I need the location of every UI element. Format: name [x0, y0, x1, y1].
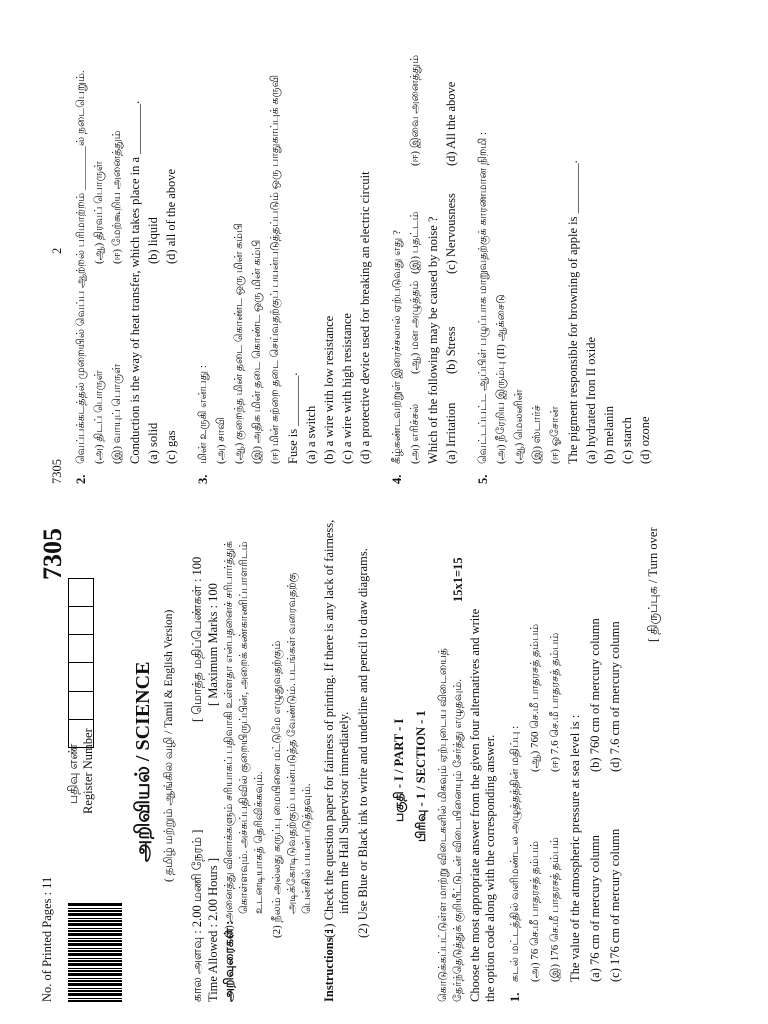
instructions-en-label: Instructions :	[322, 930, 336, 1002]
q1-option-en-a[interactable]: (a) 76 cm of mercury column	[588, 835, 602, 982]
q3-question-ta: மின் உருகி என்பது :	[197, 365, 209, 464]
q2-option-ta-c[interactable]: (இ) வாயுப் பொருள்	[111, 363, 123, 464]
q4-option-ta-c[interactable]: (இ) பதட்டம்	[409, 211, 421, 274]
q2-number: 2.	[74, 474, 88, 484]
q4-question-en: Which of the following may be caused by noise ?	[426, 216, 440, 464]
q3-option-ta-d[interactable]: (ஈ) மின் சுற்றை தடை செய்வதற்குப் பயன்படுத்தப்படும் ஒரு பாதுகாப்புக் கருவி	[269, 74, 281, 464]
instr-en-1-line2: inform the Hall Supervisor immediately.	[337, 711, 351, 914]
q1-option-en-c[interactable]: (c) 176 cm of mercury column	[608, 828, 622, 982]
q1-option-ta-b[interactable]: (ஆ) 760 செ.மீ பாதரசத் தம்பம்	[529, 623, 541, 772]
q3-option-en-a[interactable]: (a) a switch	[304, 405, 318, 464]
q5-option-en-a[interactable]: (a) hydrated Iron II oxide	[584, 336, 598, 464]
page-number: 2	[50, 247, 64, 254]
turn-over-label: [ திருப்புக / Turn over	[646, 527, 660, 642]
instr-ta-2-line1: (2) நீலம் அல்லது கருப்பு மையினை மட்டுமே எழுதுவதற்கும்	[271, 640, 283, 938]
q4-option-ta-d[interactable]: (ஈ) இவை அனைத்தும்	[409, 54, 421, 166]
q4-number: 4.	[390, 474, 404, 484]
q1-question-ta: கடல் மட்டத்தில் வளிமண்டல அழுத்தத்தின் மதிப்பு :	[509, 725, 521, 982]
q1-option-en-d[interactable]: (d) 7.6 cm of mercury column	[608, 621, 622, 772]
q2-option-en-c[interactable]: (c) gas	[164, 430, 178, 464]
q3-option-en-c[interactable]: (c) a wire with high resistance	[340, 313, 354, 464]
q2-option-en-b[interactable]: (b) liquid	[146, 217, 160, 264]
q3-option-ta-c[interactable]: (இ) அதிக மின் தடை கொண்ட ஒரு மின் கம்பி	[251, 239, 263, 464]
marks-label-en: [ Maximum Marks : 100	[206, 583, 220, 706]
register-label-en: Register Number	[81, 728, 95, 814]
part-heading: பகுதி - I / PART - I	[392, 718, 406, 822]
register-label-ta: பதிவு எண்	[66, 743, 80, 804]
q5-option-en-d[interactable]: (d) ozone	[638, 416, 652, 464]
q1-option-ta-d[interactable]: (ஈ) 7.6 செ.மீ பாதரசத் தம்பம்	[549, 632, 561, 772]
printed-pages-label: No. of Printed Pages : 11	[40, 876, 54, 1002]
q4-option-en-b[interactable]: (b) Stress	[444, 326, 458, 374]
q2-option-en-d[interactable]: (d) all of the above	[164, 168, 178, 264]
page-two	[50, 14, 750, 484]
register-number-boxes[interactable]	[68, 578, 94, 748]
q1-option-ta-c[interactable]: (இ) 176 செ.மீ பாதரசத் தம்பம்	[549, 837, 561, 982]
section-marks: 15x1=15	[451, 557, 465, 602]
q4-question-ta: கீழ்கண்டவற்றுள் இரைச்சலால் ஏற்படுவது எது ?	[391, 230, 403, 464]
page-two-code: 7305	[50, 459, 64, 484]
q4-option-ta-a[interactable]: (அ) எரிச்சல்	[409, 403, 421, 464]
instructions-ta-label: அறிவுரைகள் :	[222, 920, 236, 1002]
q2-option-ta-b[interactable]: (ஆ) திரவப் பொருள்	[93, 161, 105, 264]
section-instr-en-line2: the option code along with the corresponding answer.	[483, 734, 497, 1002]
q1-option-en-b[interactable]: (b) 760 cm of mercury column	[588, 618, 602, 772]
subject-title: அறிவியல் / SCIENCE	[132, 661, 154, 862]
q5-option-en-c[interactable]: (c) starch	[620, 417, 634, 464]
q5-question-ta: வெட்டப்பட்ட ஆப்பிள் பழுப்பாக மாறுவதற்குக் காரணமான நிறமி :	[477, 131, 489, 464]
medium-label: ( தமிழ் மற்றும் ஆங்கில வழி / Tamil & English Version)	[163, 609, 175, 882]
paper-code: 7305	[38, 528, 67, 580]
q1-number: 1.	[508, 992, 522, 1002]
q5-option-ta-a[interactable]: (அ) நீரேறிய இரும்பு (II) ஆக்சைடு	[495, 294, 507, 464]
instr-ta-1-line2: கொள்ளவும். அச்சுப்பதிவில் குறையிருப்பின், அறைக் கண்காணிப்பாளரிடம்	[238, 541, 250, 914]
time-label-ta: கால அளவு : 2.00 மணி நேரம் ]	[190, 829, 204, 1002]
instr-ta-1-line3: உடனடியாகத் தெரிவிக்கவும்.	[253, 771, 265, 914]
section-heading: பிரிவு - 1 / SECTION - 1	[414, 710, 428, 842]
q2-option-ta-d[interactable]: (ஈ) மேற்கூறிய அனைத்தும்	[111, 130, 123, 264]
q3-option-ta-a[interactable]: (அ) சாவி	[215, 417, 227, 464]
q2-option-en-a[interactable]: (a) solid	[146, 422, 160, 464]
q5-option-ta-d[interactable]: (ஈ) ஓசோன்	[549, 406, 561, 464]
q3-option-ta-b[interactable]: (ஆ) குறைந்த மின் தடை கொண்ட ஒரு மின் கம்பி	[233, 222, 245, 464]
q4-option-en-d[interactable]: (d) All the above	[444, 81, 458, 166]
q5-option-en-b[interactable]: (b) melanin	[602, 406, 616, 464]
q2-question-en: Conduction is the way of heat transfer, which takes place in a ________.	[128, 100, 142, 464]
q5-question-en: The pigment responsible for browning of apple is ________.	[566, 160, 580, 464]
time-label-en: Time Allowed : 2.00 Hours ]	[206, 858, 220, 1002]
q1-question-en: The value of the atmospheric pressure at sea level is :	[568, 714, 582, 982]
q4-option-ta-b[interactable]: (ஆ) மன அழுத்தம்	[409, 280, 421, 374]
q5-number: 5.	[476, 474, 490, 484]
section-instr-ta-line1: கொடுக்கப்பட்டுள்ள மாற்று விடைகளில் மிகவும் ஏற்புடைய விடையைத்	[437, 648, 449, 1002]
instr-ta-2-line3: பென்சில் பயன்படுத்தவும்.	[301, 783, 313, 914]
instr-en-1-line1: (1) Check the question paper for fairness of printing. If there is any lack of fairness,	[322, 519, 336, 938]
marks-label-ta: [ மொத்த மதிப்பெண்கள் : 100	[190, 556, 204, 722]
q5-option-ta-c[interactable]: (இ) ஸ்டார்ச்	[531, 405, 543, 464]
instr-ta-1-line1: (1) அனைத்து வினாக்களும் சரியாகப் பதிவாகி உள்ளதா என்பதனைச் சரிபார்த்துக்	[223, 541, 235, 938]
q3-number: 3.	[196, 474, 210, 484]
instr-en-2: (2) Use Blue or Black ink to write and underline and pencil to draw diagrams.	[356, 548, 370, 938]
q1-option-ta-a[interactable]: (அ) 76 செ.மீ பாதரசத் தம்பம்	[529, 841, 541, 982]
instr-ta-2-line2: அடிக்கோடிடுவதற்கும் பயன்படுத்த வேண்டும். படங்கள் வரைவதற்கு	[286, 572, 298, 914]
q3-question-en: Fuse is ________.	[286, 372, 300, 464]
section-instr-en-line1: Choose the most appropriate answer from the given four alternatives and write	[468, 608, 482, 1002]
q2-question-ta: வெப்பக்கடத்தல் முறையில் வெப்ப ஆற்றல் பரிமாற்றம் ________ல் நடைபெறும்.	[75, 70, 87, 464]
q4-option-en-a[interactable]: (a) Irritation	[444, 402, 458, 464]
cover-page	[38, 519, 740, 1002]
q4-option-en-c[interactable]: (c) Nervousness	[444, 193, 458, 274]
barcode-icon	[68, 902, 122, 1002]
q5-option-ta-b[interactable]: (ஆ) மெலனின்	[513, 389, 525, 464]
q3-option-en-b[interactable]: (b) a wire with low resistance	[322, 315, 336, 464]
q3-option-en-d[interactable]: (d) a protective device used for breaking an electric circuit	[358, 171, 372, 464]
section-instr-ta-line2: தேர்ந்தெடுத்துக் குறியீட்டுடன் விடையினையும் சேர்த்து எழுதவும்.	[452, 679, 464, 1002]
q2-option-ta-a[interactable]: (அ) திடப் பொருள்	[93, 370, 105, 464]
